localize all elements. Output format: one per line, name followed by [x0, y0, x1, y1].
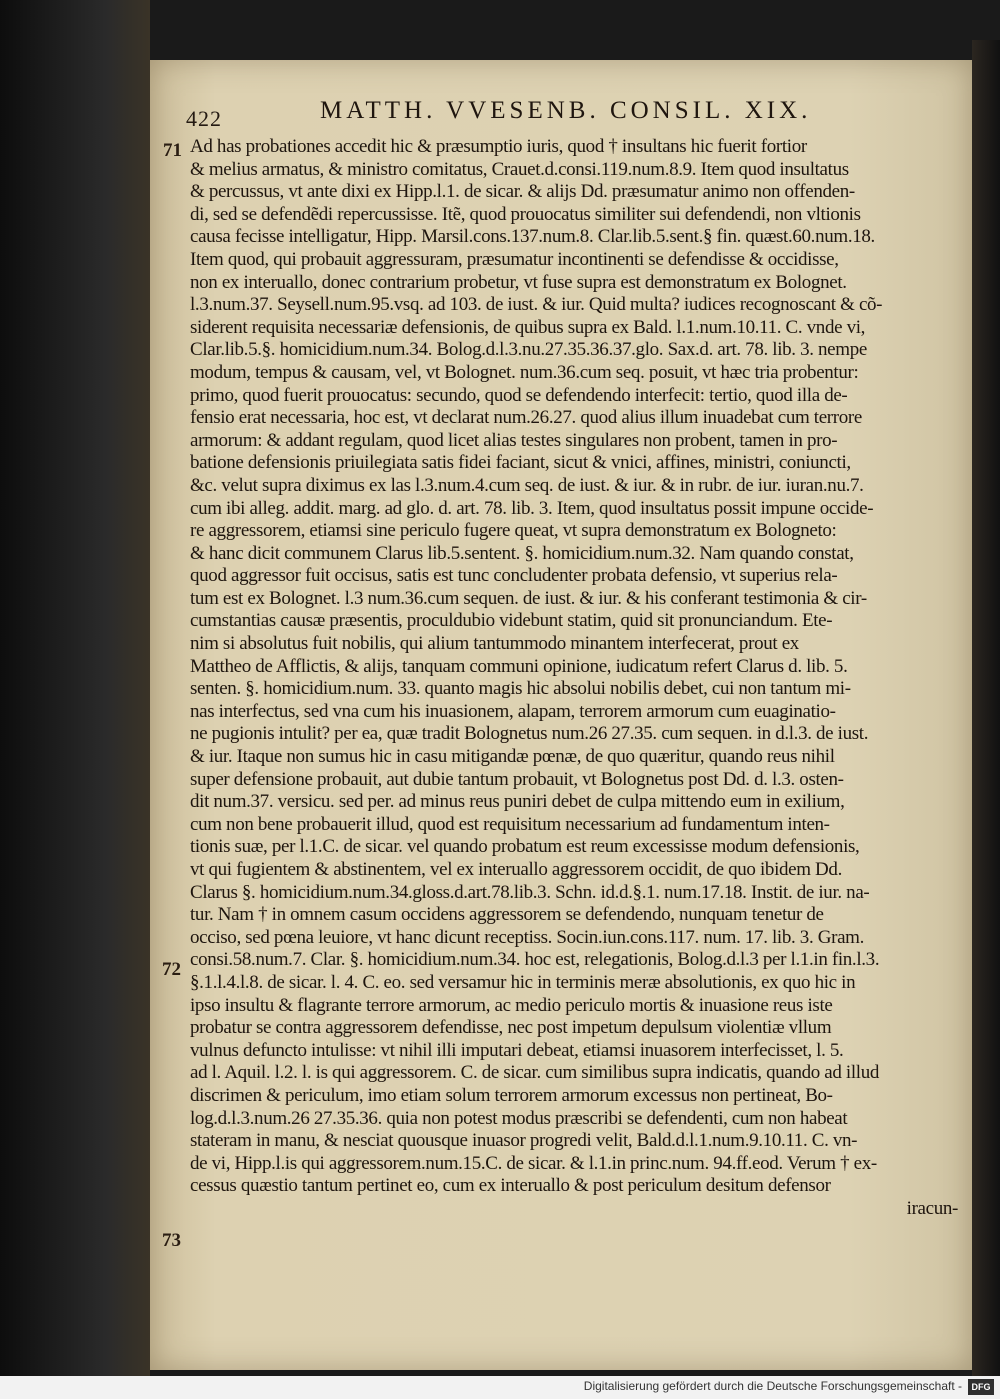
- text-line: quod aggressor fuit occisus, satis est tunc concludenter probata defensio, vt superius rela-: [190, 565, 838, 587]
- text-line: Mattheo de Afflictis, & alijs, tanquam communi opinione, iudicatum refert Clarus d. lib. 5.: [190, 655, 848, 677]
- text-line: nas interfectus, sed vna cum his inuasionem, alapam, terrorem armorum cum euaginatio-: [190, 700, 836, 722]
- text-line: causa fecisse intelligatur, Hipp. Marsil.cons.137.num.8. Clar.lib.5.sent.§ fin. quæst.60.num.18.: [190, 226, 875, 248]
- text-line: di, sed se defendẽdi repercussisse. Itẽ, quod prouocatus similiter sui defendendi, non vltionis: [190, 203, 861, 225]
- text-line: ad l. Aquil. l.2. l. is qui aggressorem. C. de sicar. cum similibus supra indicatis, quando ad illud: [190, 1062, 880, 1084]
- book-gutter: [0, 0, 150, 1399]
- text-line: discrimen & periculum, imo etiam solum terrorem armorum excessus non pertineat, Bo-: [190, 1084, 833, 1106]
- text-line: super defensione probauit, aut dubie tantum probauit, vt Bolognetus post Dd. d. l.3. osten-: [190, 768, 844, 790]
- text-line: fensio erat necessaria, hoc est, vt declarat num.26.27. quod alius illum inuadebat cum terrore: [190, 407, 862, 429]
- text-line: tur. Nam † in omnem casum occidens aggressorem se defendendo, nunquam tenetur de: [190, 904, 824, 926]
- running-title: MATTH. VVESENB. CONSIL. XIX.: [320, 97, 812, 124]
- text-line: l.3.num.37. Seysell.num.95.vsq. ad 103. de iust. & iur. Quid multa? iudices recognoscant & cõ-: [190, 294, 883, 316]
- text-line: Item quod, qui probauit aggressuram, præsumatur incontinenti se defendisse & occidisse,: [190, 248, 839, 270]
- text-line: log.d.l.3.num.26 27.35.36. quia non potest modus præscribi se defendenti, cum non habeat: [190, 1107, 848, 1129]
- text-line: occiso, sed pœna leuiore, vt hanc dicunt receptiss. Socin.iun.cons.117. num. 17. lib. 3. Gram.: [190, 926, 865, 948]
- text-line: senten. §. homicidium.num. 33. quanto magis hic absolui nobilis debet, cui non tantum mi-: [190, 678, 851, 700]
- text-line: §.1.l.4.l.8. de sicar. l. 4. C. eo. sed versamur hic in terminis meræ absolutionis, ex quo hic in: [190, 971, 856, 993]
- text-line: tum est ex Bolognet. l.3 num.36.cum sequen. de iust. & iur. & his conferant testimonia & cir-: [190, 587, 867, 609]
- text-line: &c. velut supra diximus ex las l.3.num.4.cum seq. de iust. & iur. & in rubr. de iur. iuran.nu.7.: [190, 474, 864, 496]
- text-line: Clarus §. homicidium.num.34.gloss.d.art.78.lib.3. Schn. id.d.§.1. num.17.18. Instit. de iur. na-: [190, 881, 870, 903]
- text-line: re aggressorem, etiamsi sine periculo fugere queat, vt supra demonstratum ex Bologneto:: [190, 520, 837, 542]
- text-line: & melius armatus, & ministro comitatus, Crauet.d.consi.119.num.8.9. Item quod insultatus: [190, 158, 849, 180]
- text-line: ne pugionis intulit? per ea, quæ tradit Bolognetus num.26 27.35. cum sequen. in d.l.3. de iust.: [190, 723, 869, 745]
- text-line: vulnus defuncto intulisse: vt nihil illi imputari debeat, etiamsi inuasorem interfecisset, l. 5.: [190, 1039, 844, 1061]
- text-line: & percussus, vt ante dixi ex Hipp.l.1. de sicar. & alijs Dd. præsumatur animo non offenden-: [190, 181, 855, 203]
- text-line: & hanc dicit communem Clarus lib.5.sentent. §. homicidium.num.32. Nam quando constat,: [190, 542, 854, 564]
- text-line: Clar.lib.5.§. homicidium.num.34. Bolog.d.l.3.nu.27.35.36.37.glo. Sax.d. art. 78. lib. 3. nempe: [190, 339, 867, 361]
- text-line: Ad has probationes accedit hic & præsumptio iuris, quod † insultans hic fuerit fortior: [190, 136, 807, 157]
- text-line: primo, quod fuerit prouocatus: secundo, quod se defendendo interfecit: tertio, quod illa de-: [190, 384, 848, 406]
- text-line: nim si absolutus fuit nobilis, qui alium tantummodo minantem interfecerat, prout ex: [190, 633, 799, 655]
- text-line: vt qui fugientem & abstinentem, vel ex interuallo aggressorem occidit, de quo ibidem Dd.: [190, 859, 842, 880]
- text-line: ipso insultu & flagrante terrore armorum, ac medio periculo mortis & inuasione reus iste: [190, 994, 833, 1016]
- margin-note: 73: [162, 1230, 181, 1251]
- text-line: & iur. Itaque non sumus hic in casu mitigandæ pœnæ, de quo quæritur, quando reus nihil: [190, 746, 835, 768]
- text-line: dit num.37. versicu. sed per. ad minus reus puniri debet de culpa mittendo eum in exilium,: [190, 791, 845, 813]
- text-line: cessus quæstio tantum pertinet eo, cum ex interuallo & post periculum desitum defensor: [190, 1175, 831, 1197]
- text-line: iracun-: [906, 1197, 958, 1219]
- text-line: cum non bene probauerit illud, quod est requisitum necessarium ad fundamentum inten-: [190, 813, 830, 835]
- text-line: cum ibi alleg. addit. marg. ad glo. d. art. 78. lib. 3. Item, quod insultatus possit impune occide-: [190, 497, 874, 519]
- footer-credit: Digitalisierung gefördert durch die Deutsche Forschungsgemeinschaft -: [583, 1379, 962, 1393]
- page-number: 422: [186, 106, 222, 131]
- text-line: probatur se contra aggressorem defendisse, nec post impetum depulsum violentiæ vllum: [190, 1017, 832, 1039]
- dfg-logo: DFG: [968, 1379, 994, 1395]
- footer-bar: [0, 1376, 1000, 1399]
- text-line: cumstantias causæ præsentis, proculdubio videbunt statim, quid sit pronunciandum. Ete-: [190, 610, 833, 632]
- text-line: modum, tempus & causam, vel, vt Bolognet. num.36.cum seq. posuit, vt hæc tria probentur:: [190, 361, 859, 383]
- margin-note: 71: [163, 140, 182, 161]
- text-line: stateram in manu, & nesciat quousque inuasor progredi velit, Bald.d.l.1.num.9.10.11. C. vn-: [190, 1130, 858, 1152]
- page-edge: [972, 40, 1000, 1380]
- body-text: [190, 136, 962, 1221]
- text-line: non ex interuallo, donec contrarium probetur, vt fuse supra est demonstratum ex Bolognet.: [190, 271, 847, 293]
- margin-note: 72: [162, 959, 181, 980]
- text-line: de vi, Hipp.l.is qui aggressorem.num.15.C. de sicar. & l.1.in princ.num. 94.ff.eod. Verum † ex-: [190, 1152, 877, 1174]
- text-line: siderent requisita necessariæ defensionis, de quibus supra ex Bald. l.1.num.10.11. C. vnde vi,: [190, 316, 866, 338]
- text-line: batione defensionis priuilegiata satis fidei faciant, sicut & vnici, affines, ministri, coniuncti,: [190, 452, 851, 474]
- text-line: armorum: & addant regulam, quod licet alias testes singulares non probent, tamen in pro-: [190, 429, 838, 451]
- text-line: consi.58.num.7. Clar. §. homicidium.num.34. hoc est, relegationis, Bolog.d.l.3 per l.1.in fin.l.3.: [190, 949, 880, 971]
- text-line: tionis suæ, per l.1.C. de sicar. vel quando probatum est reum excessisse modum defensionis,: [190, 836, 860, 858]
